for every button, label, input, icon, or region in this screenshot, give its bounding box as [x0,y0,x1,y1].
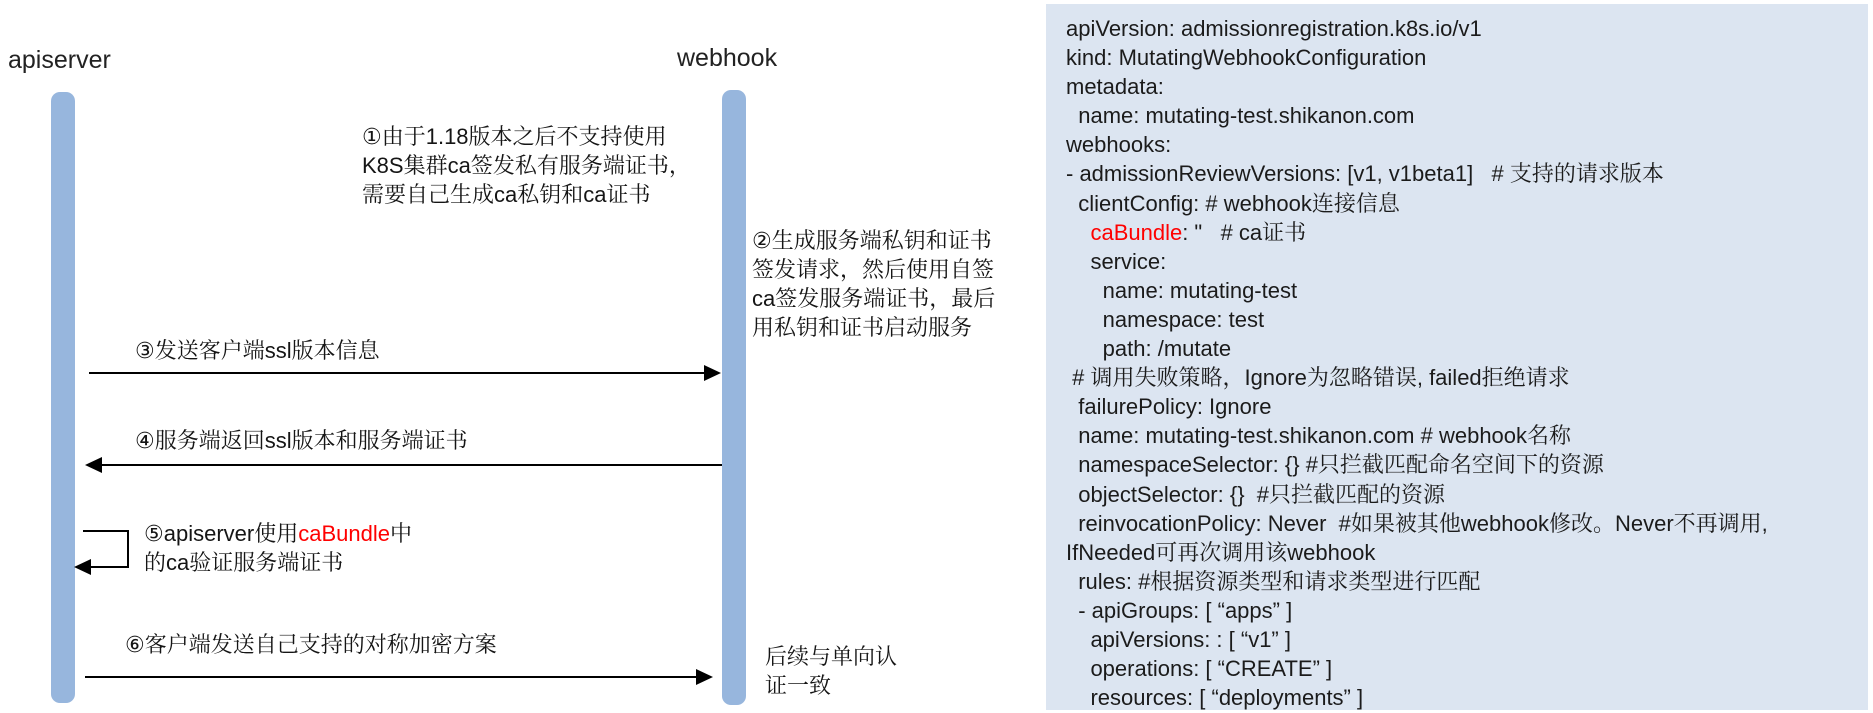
text-line [1066,305,1868,334]
highlighted-text: caBundle [1090,219,1183,245]
text-segment: clientConfig: # webhook连接信息 [1066,190,1400,216]
text-line [144,548,412,577]
text-segment: 签发请求，然后使用自签 [752,257,995,282]
text-line [752,284,995,313]
text-line [1066,43,1868,72]
text-line [144,519,412,548]
text-line [1066,363,1868,392]
text-segment: K8S集群ca签发私有服务端证书， [362,153,691,178]
text-line [1066,101,1868,130]
text-line [1066,596,1868,625]
text-segment [1066,220,1090,245]
note-follow-up [765,642,897,700]
text-segment: 中 [389,521,412,546]
text-segment: ⑤apiserver使用 [144,521,299,546]
lifeline-apiserver [51,92,75,703]
yaml-code-panel [1046,4,1868,710]
text-segment: ca签发服务端证书，最后 [752,286,996,311]
text-line [1066,276,1868,305]
arrowhead-right-icon [696,669,713,685]
text-line [362,151,691,180]
text-line [362,180,691,209]
text-line [1066,159,1868,188]
text-line [1066,421,1868,450]
text-segment: metadata: [1066,74,1164,100]
text-segment: apiVersion: admissionregistration.k8s.io/v1 [1066,16,1482,41]
message-label-step3: ③发送客户端ssl版本信息 [135,338,380,363]
text-line [1066,538,1868,567]
text-segment: ①由于1.18版本之后不支持使用 [362,124,667,149]
text-line [752,313,995,342]
text-line [752,255,995,284]
text-line [1066,480,1868,509]
text-segment: resources: [ “deployments” ] [1066,685,1364,711]
lifeline-webhook [722,90,746,705]
text-segment: name: mutating-test.shikanon.com # webhook名称 [1066,423,1572,449]
text-segment: namespaceSelector: {} #只拦截匹配命名空间下的资源 [1066,452,1604,478]
text-line [1066,567,1868,596]
text-segment: 用私钥和证书启动服务 [752,315,973,340]
text-segment: namespace: test [1066,306,1265,332]
arrowhead-left-icon [74,559,91,575]
message-label-step6: ⑥客户端发送自己支持的对称加密方案 [125,632,497,657]
text-segment: 证一致 [765,673,832,698]
text-segment: # 调用失败策略，Ignore为忽略错误, failed拒绝请求 [1066,365,1570,391]
highlighted-text: caBundle [298,521,390,546]
text-line [1066,130,1868,159]
text-line [1066,509,1868,538]
text-segment: rules: #根据资源类型和请求类型进行匹配 [1066,568,1481,594]
text-line [1066,654,1868,683]
text-segment: service: [1066,248,1167,274]
text-segment: webhooks: [1066,132,1172,158]
text-line [1066,392,1868,421]
text-line [1066,450,1868,479]
selfloop-bottom-line [90,566,129,568]
text-line [765,671,897,700]
yaml-code-block [1066,14,1868,712]
text-segment: 后续与单向认 [765,644,898,669]
note-step2 [752,226,995,342]
arrowhead-left-icon [85,457,102,473]
text-line [1066,72,1868,101]
actor-label-webhook: webhook [677,44,778,72]
text-segment: objectSelector: {} #只拦截匹配的资源 [1066,481,1446,507]
text-segment: name: mutating-test.shikanon.com [1066,103,1415,129]
text-line [1066,189,1868,218]
actor-label-apiserver: apiserver [8,46,111,74]
text-segment: 的ca验证服务端证书 [144,550,344,575]
text-line [1066,683,1868,712]
text-segment: apiVersions: : [ “v1” ] [1066,626,1291,652]
text-segment: 需要自己生成ca私钥和ca证书 [362,182,651,207]
message-line-step6 [85,676,698,678]
text-line [1066,218,1868,247]
text-segment: path: /mutate [1066,336,1232,362]
text-segment: : " # ca证书 [1182,219,1307,245]
text-line [362,122,691,151]
text-segment: - admissionReviewVersions: [v1, v1beta1] # 支持的请求版本 [1066,161,1664,187]
selfloop-right-line [127,530,129,568]
text-segment: kind: MutatingWebhookConfiguration [1066,45,1427,71]
text-segment: failurePolicy: Ignore [1066,394,1272,420]
arrowhead-right-icon [704,365,721,381]
text-segment: - apiGroups: [ “apps” ] [1066,597,1293,623]
message-line-step4 [100,464,722,466]
text-line [1066,14,1868,43]
message-line-step3 [89,372,706,374]
text-line [1066,334,1868,363]
message-label-step4: ④服务端返回ssl版本和服务端证书 [135,428,468,453]
text-line [752,226,995,255]
text-segment: operations: [ “CREATE” ] [1066,656,1333,682]
text-segment: reinvocationPolicy: Never #如果被其他webhook修改。Never不再调用, [1066,510,1768,536]
text-line [1066,247,1868,276]
message-label-step5 [144,519,412,577]
selfloop-top-line [83,530,129,532]
text-segment: IfNeeded可再次调用该webhook [1066,539,1376,565]
text-line [1066,625,1868,654]
text-segment: ②生成服务端私钥和证书 [752,228,992,253]
text-segment: name: mutating-test [1066,277,1298,303]
text-line [765,642,897,671]
note-step1 [362,122,691,209]
